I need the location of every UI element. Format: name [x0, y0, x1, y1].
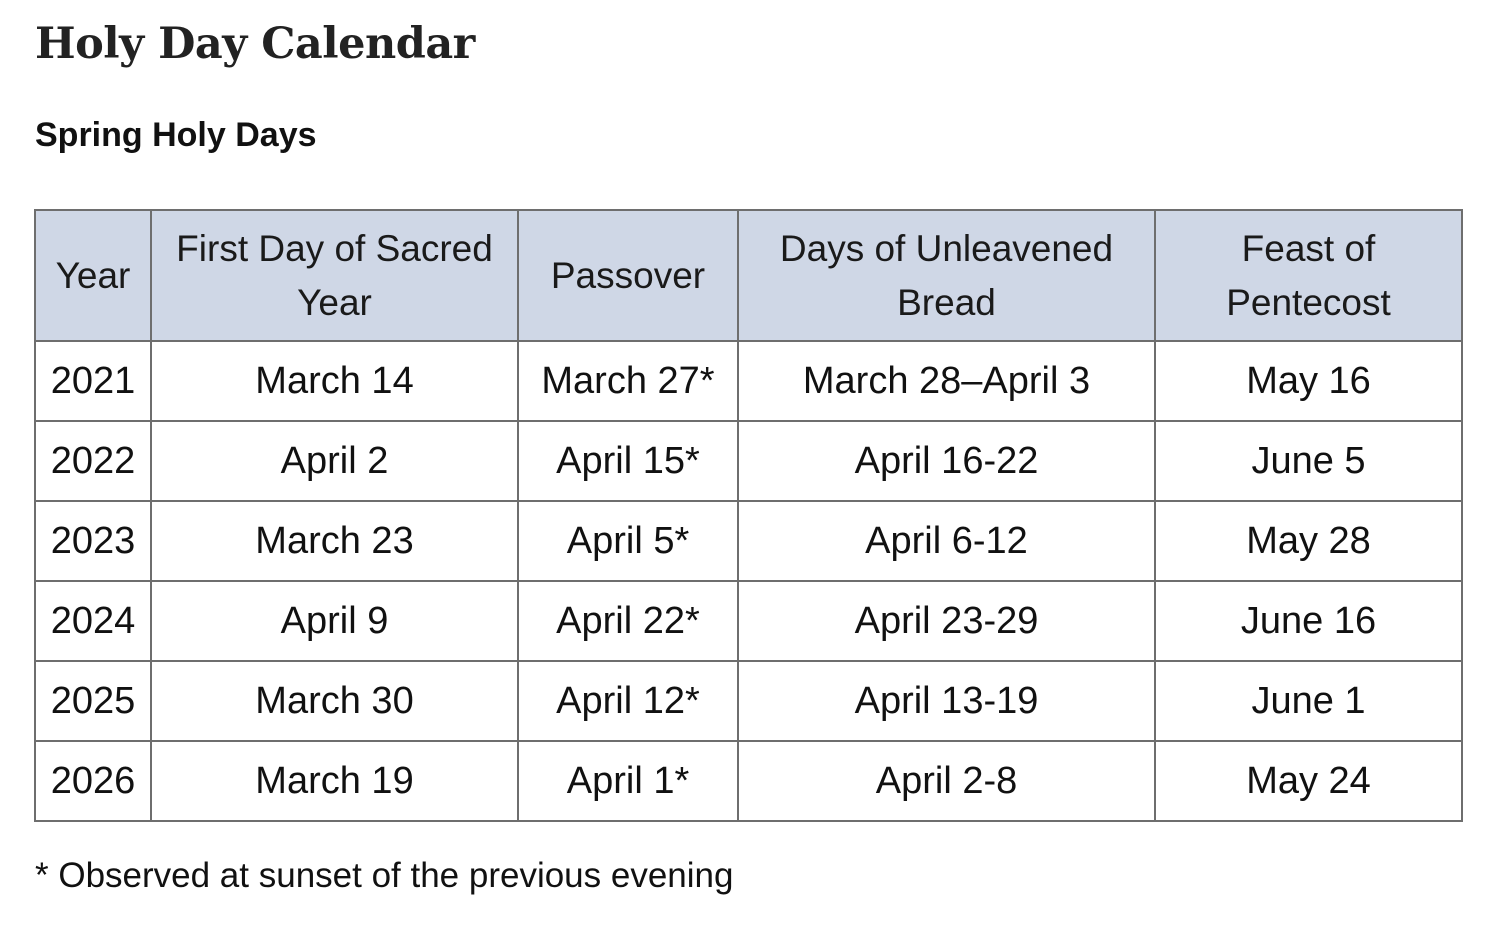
cell-year: 2022 [36, 422, 150, 500]
cell-unleavened-bread: April 6-12 [739, 502, 1154, 580]
cell-first-day: March 23 [152, 502, 517, 580]
cell-first-day: March 30 [152, 662, 517, 740]
cell-pentecost: June 5 [1156, 422, 1461, 500]
cell-unleavened-bread: April 13-19 [739, 662, 1154, 740]
cell-year: 2025 [36, 662, 150, 740]
cell-passover: April 1* [519, 742, 737, 820]
cell-unleavened-bread: April 16-22 [739, 422, 1154, 500]
cell-passover: April 5* [519, 502, 737, 580]
cell-pentecost: June 1 [1156, 662, 1461, 740]
cell-pentecost: May 28 [1156, 502, 1461, 580]
cell-passover: March 27* [519, 342, 737, 420]
table-row [36, 582, 1461, 660]
header-passover: Passover [519, 211, 737, 340]
cell-pentecost: May 24 [1156, 742, 1461, 820]
header-feast-of-pentecost: Feast of Pentecost [1156, 211, 1461, 340]
holy-day-table [34, 209, 1463, 822]
cell-unleavened-bread: March 28–April 3 [739, 342, 1154, 420]
cell-pentecost: June 16 [1156, 582, 1461, 660]
cell-first-day: March 19 [152, 742, 517, 820]
cell-first-day: March 14 [152, 342, 517, 420]
table-header-row [36, 211, 1461, 340]
table-row [36, 662, 1461, 740]
table-row [36, 422, 1461, 500]
cell-unleavened-bread: April 23-29 [739, 582, 1154, 660]
cell-passover: April 12* [519, 662, 737, 740]
header-first-day-of-sacred-year: First Day of Sacred Year [152, 211, 517, 340]
cell-year: 2026 [36, 742, 150, 820]
cell-passover: April 22* [519, 582, 737, 660]
cell-year: 2021 [36, 342, 150, 420]
header-year: Year [36, 211, 150, 340]
cell-first-day: April 9 [152, 582, 517, 660]
table-row [36, 742, 1461, 820]
cell-unleavened-bread: April 2-8 [739, 742, 1154, 820]
footnote: * Observed at sunset of the previous evening [35, 856, 734, 895]
page-title: Holy Day Calendar [35, 19, 475, 69]
header-days-of-unleavened-bread: Days of Unleavened Bread [739, 211, 1154, 340]
cell-first-day: April 2 [152, 422, 517, 500]
cell-year: 2023 [36, 502, 150, 580]
section-title: Spring Holy Days [35, 116, 317, 154]
table-row [36, 342, 1461, 420]
cell-passover: April 15* [519, 422, 737, 500]
cell-pentecost: May 16 [1156, 342, 1461, 420]
cell-year: 2024 [36, 582, 150, 660]
table-row [36, 502, 1461, 580]
